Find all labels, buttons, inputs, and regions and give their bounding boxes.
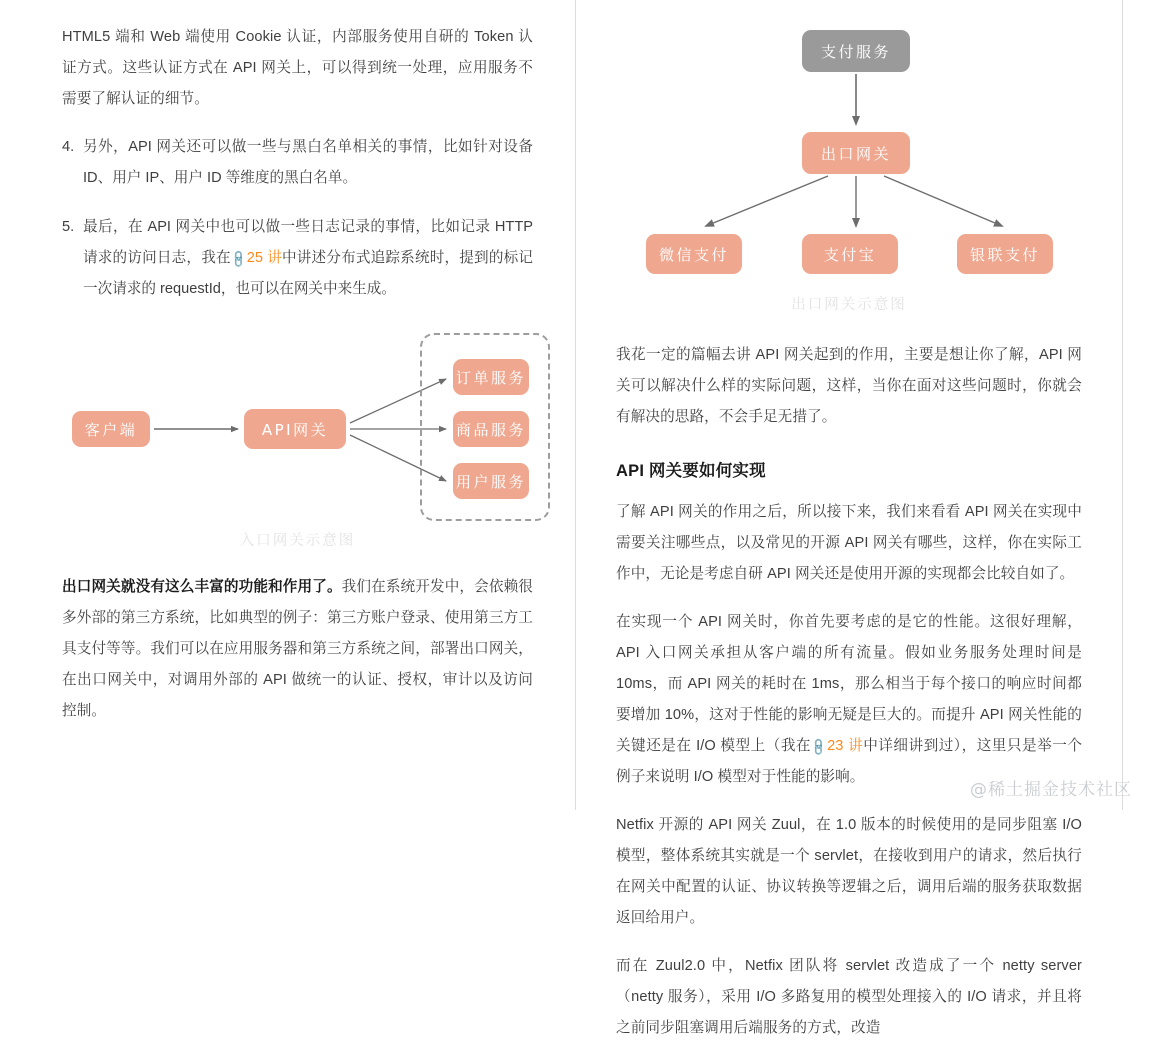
lecture-23-link-label: 23 讲 [827,738,864,754]
node-unionpay [957,234,1053,274]
list-item-text-before-link: 最后，在 API 网关中也可以做一些日志记录的事情，比如记录 HTTP 请求的访问日志，我在 [83,219,533,266]
watermark: @稀土掘金技术社区 [970,780,1132,800]
lecture-25-link-label: 25 讲 [246,250,282,266]
node-order-service [453,359,529,395]
zuul2-paragraph: 而在 Zuul2.0 中，Netfix 团队将 servlet 改造成了一个 netty server（netty 服务），采用 I/O 多路复用的模型处理接入的 I/O 请求，并且将之前同步阻塞调用后端服务的方式，改造 [616,958,1082,1036]
intro-paragraph: HTML5 端和 Web 端使用 Cookie 认证，内部服务使用自研的 Token 认证方式。这些认证方式在 API 网关上，可以得到统一处理，应用服务不需要了解认证的细节。 [62,29,533,107]
right-page-edge [1122,0,1153,810]
performance-text-after-link: 中详细讲到过），这里只是举一个例子来说明 I/O 模型对于性能的影响。 [616,738,1083,785]
zuul-paragraph: Netfix 开源的 API 网关 Zuul，在 1.0 版本的时候使用的是同步阻塞 I/O 模型，整体系统其实就是一个 servlet，在接收到用户的请求，然后执行在网关中配置的认证、协议转换等逻辑之后，调用后端的服务获取数据返回给用户。 [616,817,1082,926]
node-alipay-label: 支付宝 [823,245,877,264]
list-item-number: 5. [62,219,75,235]
node-pay-service-label: 支付服务 [820,42,891,61]
node-user-service [453,463,529,499]
section-heading: API 网关要如何实现 [616,462,766,480]
node-goods-service [453,411,529,447]
lecture-23-link[interactable] [808,736,864,758]
node-pay-service [802,30,910,72]
egress-figure-caption: 出口网关示意图 [791,297,907,313]
node-user-service-label: 用户服务 [455,472,526,491]
left-column [0,0,575,810]
node-client-label: 客户端 [84,420,138,439]
node-api-gateway [244,409,346,449]
ingress-gateway-figure [62,323,542,523]
list-item-text: 另外，API 网关还可以做一些与黑白名单相关的事情，比如针对设备 ID、用户 IP、用户 ID 等维度的黑白名单。 [83,139,533,186]
node-wechat-pay [646,234,742,274]
egress-intro-rest: 我们在系统开发中，会依赖很多外部的第三方系统，比如典型的例子：第三方账户登录、使用第三方工具支付等等。我们可以在应用服务器和第三方系统之间，部署出口网关，在出口网关中，对调用外部的 API 做统一的认证、授权，审计以及访问控制。 [62,579,533,719]
lecture-25-link[interactable] [228,248,282,270]
node-goods-service-label: 商品服务 [455,420,526,439]
ingress-figure-caption: 入口网关示意图 [239,533,356,549]
list-item-number: 4. [62,139,75,155]
egress-gateway-figure [616,22,1083,287]
node-egress-gateway-label: 出口网关 [820,144,891,163]
list-item-text-after-link: 中讲述分布式追踪系统时，提到的标记一次请求的 requestId，也可以在网关中来生成。 [83,250,533,297]
node-unionpay-label: 银联支付 [969,245,1040,264]
list-item [62,212,533,305]
egress-intro-paragraph [62,572,533,727]
node-order-service-label: 订单服务 [455,368,526,387]
node-alipay [802,234,898,274]
node-egress-gateway [802,132,910,174]
gateway-role-paragraph: 我花一定的篇幅去讲 API 网关起到的作用，主要是想让你了解，API 网关可以解决什么样的实际问题，这样，当你在面对这些问题时，你就会有解决的思路，不会手足无措了。 [616,347,1082,425]
node-wechat-pay-label: 微信支付 [658,245,729,264]
node-api-gateway-label: API网关 [261,420,329,439]
right-column [575,0,1122,1036]
performance-text-before-link: 在实现一个 API 网关时，你首先要考虑的是它的性能。这很好理解，API 入口网关承担从客户端的所有流量。假如业务服务处理时间是 10ms，而 API 网关的耗时在 1ms，那么相当于每个接口的响应时间都要增加 10%，这对于性能的影响无疑是巨大的。而提升 API 网关性能的关键还是在 I/O 模型上（我在 [616,614,1082,754]
chain-link-icon: 🔗 [228,248,249,270]
list-item [62,132,533,194]
node-client [72,411,150,447]
egress-intro-bold: 出口网关就没有这么丰富的功能和作用了。 [62,579,342,595]
performance-paragraph [616,607,1082,793]
implementation-intro-paragraph: 了解 API 网关的作用之后，所以接下来，我们来看看 API 网关在实现中需要关注哪些点，以及常见的开源 API 网关有哪些，这样，你在实际工作中，无论是考虑自研 API 网关还是使用开源的实现都会比较自如了。 [616,504,1082,582]
chain-link-icon: 🔗 [808,736,830,758]
